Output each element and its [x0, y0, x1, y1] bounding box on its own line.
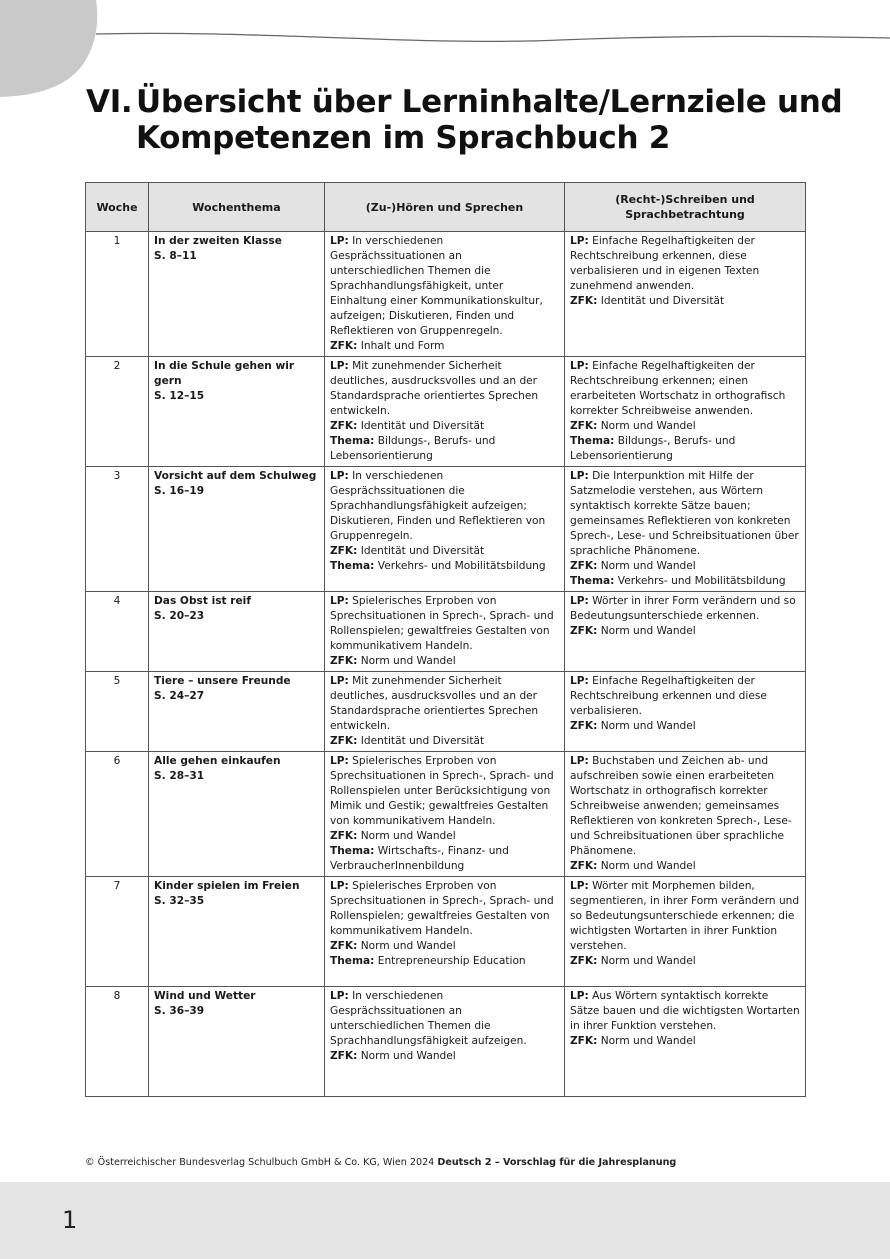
- week-topic-cell: [149, 672, 325, 752]
- entry-text: Buchstaben und Zeichen ab- und aufschreiben sowie einen erarbeiteten Wortschatz in orthografisch korrekter Schreibweise anwenden; gemeinsames Reflektieren von konkreten Sprech-, Lese- und Schreibsituationen über sprachliche Phänomene.: [570, 755, 792, 857]
- footer-subject: Deutsch 2 – Vorschlag für die Jahresplanung: [437, 1157, 677, 1168]
- writing-entry: [570, 359, 800, 419]
- writing-cell: [565, 752, 806, 877]
- overview-table: [85, 182, 806, 1097]
- footer: [85, 1157, 676, 1168]
- speaking-entry: [330, 674, 559, 734]
- title-line-2: Kompetenzen im Sprachbuch 2: [136, 120, 670, 156]
- entry-label: ZFK:: [330, 830, 358, 842]
- entry-text: In verschiedenen Gesprächssituationen die Sprachhandlungsfähigkeit aufzeigen; Diskutieren, Finden und Reflektieren von Gruppenregeln.: [330, 470, 546, 542]
- table-row: [86, 467, 806, 592]
- writing-entry: [570, 234, 800, 294]
- writing-cell: [565, 592, 806, 672]
- speaking-cell: [325, 592, 565, 672]
- title-line-1: Übersicht über Lerninhalte/Lernziele und: [136, 84, 843, 120]
- writing-entry: [570, 1034, 800, 1049]
- entry-text: Bildungs-, Berufs- und Lebensorientierung: [570, 435, 736, 462]
- writing-entry: [570, 859, 800, 874]
- speaking-entry: [330, 989, 559, 1049]
- writing-entry: [570, 594, 800, 624]
- table-row: [86, 357, 806, 467]
- entry-text: Norm und Wandel: [360, 940, 456, 952]
- speaking-cell: [325, 752, 565, 877]
- entry-text: Norm und Wandel: [600, 560, 696, 572]
- column-header-writing: (Recht-)Schreiben und Sprachbetrachtung: [565, 183, 806, 232]
- speaking-entry: [330, 734, 559, 749]
- entry-label: LP:: [570, 675, 589, 687]
- page-range: S. 12–15: [154, 390, 205, 402]
- entry-text: Norm und Wandel: [600, 720, 696, 732]
- entry-label: ZFK:: [570, 860, 598, 872]
- page-range: S. 20–23: [154, 610, 205, 622]
- table-row: [86, 752, 806, 877]
- chapter-number: VI.: [86, 84, 133, 120]
- speaking-entry: [330, 654, 559, 669]
- page-range: S. 24–27: [154, 690, 205, 702]
- week-topic: Tiere – unsere Freunde: [154, 675, 291, 687]
- table-row: [86, 877, 806, 987]
- entry-label: ZFK:: [570, 560, 598, 572]
- speaking-entry: [330, 1049, 559, 1064]
- writing-entry: [570, 719, 800, 734]
- entry-label: Thema:: [330, 560, 375, 572]
- week-number: 3: [86, 467, 149, 592]
- speaking-entry: [330, 879, 559, 939]
- page-range: S. 32–35: [154, 895, 205, 907]
- entry-text: Norm und Wandel: [360, 830, 456, 842]
- entry-label: ZFK:: [330, 340, 358, 352]
- entry-text: Norm und Wandel: [600, 860, 696, 872]
- page-range: S. 36–39: [154, 1005, 205, 1017]
- entry-text: Norm und Wandel: [600, 1035, 696, 1047]
- entry-label: LP:: [330, 755, 349, 767]
- speaking-entry: [330, 359, 559, 419]
- entry-text: Wörter mit Morphemen bilden, segmentieren, in ihrer Form verändern und so Bedeutungsunterschiede erkennen; die wichtigsten Wortarten in ihrer Funktion verstehen.: [570, 880, 800, 952]
- entry-label: ZFK:: [330, 420, 358, 432]
- entry-label: Thema:: [330, 955, 375, 967]
- entry-label: LP:: [330, 990, 349, 1002]
- week-topic: Alle gehen einkaufen: [154, 755, 281, 767]
- writing-entry: [570, 294, 800, 309]
- entry-label: ZFK:: [330, 545, 358, 557]
- week-topic: Wind und Wetter: [154, 990, 256, 1002]
- speaking-entry: [330, 829, 559, 844]
- entry-text: Mit zunehmender Sicherheit deutliches, ausdrucksvolles und an der Standardsprache orientiertes Sprechen entwickeln.: [330, 360, 539, 417]
- writing-entry: [570, 674, 800, 719]
- entry-text: Norm und Wandel: [360, 655, 456, 667]
- week-topic: Kinder spielen im Freien: [154, 880, 300, 892]
- writing-entry: [570, 559, 800, 574]
- entry-label: Thema:: [330, 845, 375, 857]
- column-header-speaking: (Zu-)Hören und Sprechen: [325, 183, 565, 232]
- entry-label: LP:: [330, 235, 349, 247]
- table-header-row: [86, 183, 806, 232]
- table-row: [86, 672, 806, 752]
- writing-entry: [570, 754, 800, 859]
- entry-label: LP:: [330, 675, 349, 687]
- speaking-entry: [330, 754, 559, 829]
- entry-label: ZFK:: [330, 940, 358, 952]
- week-number: 7: [86, 877, 149, 987]
- entry-text: Einfache Regelhaftigkeiten der Rechtschreibung erkennen; einen erarbeiteten Wortschatz in orthografisch korrekter Schreibweise anwenden.: [570, 360, 786, 417]
- speaking-entry: [330, 234, 559, 339]
- week-topic-cell: [149, 592, 325, 672]
- column-header-week: Woche: [86, 183, 149, 232]
- entry-text: Die Interpunktion mit Hilfe der Satzmelodie verstehen, aus Wörtern syntaktisch korrekte Sätze bauen; gemeinsames Reflektieren von konkreten Sprech-, Lese- und Schreibsituationen über sprachliche Phänomene.: [570, 470, 799, 557]
- entry-label: ZFK:: [570, 720, 598, 732]
- writing-cell: [565, 877, 806, 987]
- entry-label: Thema:: [570, 435, 615, 447]
- entry-text: Identität und Diversität: [360, 545, 485, 557]
- writing-entry: [570, 954, 800, 969]
- entry-label: ZFK:: [330, 735, 358, 747]
- page-range: S. 8–11: [154, 250, 197, 262]
- week-topic: Das Obst ist reif: [154, 595, 251, 607]
- entry-text: In verschiedenen Gesprächssituationen an unterschiedlichen Themen die Sprachhandlungsfähigkeit, unter Einhaltung einer Kommunikationskultur, aufzeigen; Diskutieren, Finden und Reflektieren von Gruppenregeln.: [330, 235, 543, 337]
- speaking-cell: [325, 467, 565, 592]
- entry-text: Inhalt und Form: [360, 340, 445, 352]
- entry-text: Verkehrs- und Mobilitätsbildung: [377, 560, 546, 572]
- speaking-entry: [330, 939, 559, 954]
- speaking-entry: [330, 469, 559, 544]
- week-topic: In die Schule gehen wir gern: [154, 360, 295, 387]
- entry-text: Wirtschafts-, Finanz- und VerbraucherInnenbildung: [330, 845, 509, 872]
- speaking-entry: [330, 419, 559, 434]
- speaking-entry: [330, 339, 559, 354]
- page-range: S. 28–31: [154, 770, 205, 782]
- writing-entry: [570, 434, 800, 464]
- entry-text: Verkehrs- und Mobilitätsbildung: [617, 575, 786, 587]
- writing-entry: [570, 574, 800, 589]
- table-row: [86, 987, 806, 1097]
- entry-text: Identität und Diversität: [360, 420, 485, 432]
- week-number: 8: [86, 987, 149, 1097]
- week-number: 5: [86, 672, 149, 752]
- entry-text: Norm und Wandel: [600, 625, 696, 637]
- writing-cell: [565, 987, 806, 1097]
- writing-cell: [565, 357, 806, 467]
- week-topic-cell: [149, 232, 325, 357]
- entry-text: Einfache Regelhaftigkeiten der Rechtschreibung erkennen und diese verbalisieren.: [570, 675, 767, 717]
- entry-label: ZFK:: [330, 1050, 358, 1062]
- speaking-cell: [325, 987, 565, 1097]
- entry-text: Norm und Wandel: [600, 420, 696, 432]
- column-header-topic: Wochenthema: [149, 183, 325, 232]
- writing-cell: [565, 232, 806, 357]
- speaking-cell: [325, 357, 565, 467]
- entry-text: Einfache Regelhaftigkeiten der Rechtschreibung erkennen, diese verbalisieren und in eigenen Texten zunehmend anwenden.: [570, 235, 760, 292]
- entry-label: ZFK:: [570, 955, 598, 967]
- entry-label: LP:: [570, 755, 589, 767]
- speaking-cell: [325, 672, 565, 752]
- week-topic-cell: [149, 987, 325, 1097]
- header-wave-line: [96, 33, 890, 41]
- page-title: [86, 84, 842, 156]
- week-topic: Vorsicht auf dem Schulweg: [154, 470, 317, 482]
- entry-text: Aus Wörtern syntaktisch korrekte Sätze bauen und die wichtigsten Wortarten in ihrer Funktion verstehen.: [570, 990, 800, 1032]
- week-number: 6: [86, 752, 149, 877]
- writing-entry: [570, 989, 800, 1034]
- week-topic: In der zweiten Klasse: [154, 235, 282, 247]
- speaking-cell: [325, 232, 565, 357]
- entry-label: Thema:: [570, 575, 615, 587]
- speaking-entry: [330, 844, 559, 874]
- entry-text: Identität und Diversität: [360, 735, 485, 747]
- speaking-entry: [330, 544, 559, 559]
- entry-label: ZFK:: [570, 295, 598, 307]
- entry-label: Thema:: [330, 435, 375, 447]
- entry-text: Spielerisches Erproben von Sprechsituationen in Sprech-, Sprach- und Rollenspielen; gewaltfreies Gestalten von kommunikativem Handeln.: [330, 880, 554, 937]
- speaking-cell: [325, 877, 565, 987]
- entry-text: Norm und Wandel: [360, 1050, 456, 1062]
- entry-label: ZFK:: [330, 655, 358, 667]
- entry-text: In verschiedenen Gesprächssituationen an unterschiedlichen Themen die Sprachhandlungsfähigkeit aufzeigen.: [330, 990, 527, 1047]
- entry-text: Identität und Diversität: [600, 295, 725, 307]
- entry-label: LP:: [330, 880, 349, 892]
- entry-label: ZFK:: [570, 1035, 598, 1047]
- writing-entry: [570, 624, 800, 639]
- corner-blob: [0, 0, 97, 97]
- entry-text: Bildungs-, Berufs- und Lebensorientierung: [330, 435, 496, 462]
- writing-entry: [570, 469, 800, 559]
- week-topic-cell: [149, 752, 325, 877]
- table-row: [86, 232, 806, 357]
- entry-text: Spielerisches Erproben von Sprechsituationen in Sprech-, Sprach- und Rollenspielen; gewaltfreies Gestalten von kommunikativem Handeln.: [330, 595, 554, 652]
- week-topic-cell: [149, 877, 325, 987]
- entry-label: LP:: [570, 470, 589, 482]
- entry-label: LP:: [570, 595, 589, 607]
- week-topic-cell: [149, 467, 325, 592]
- page-number: 1: [62, 1206, 78, 1234]
- entry-label: LP:: [570, 880, 589, 892]
- speaking-entry: [330, 559, 559, 574]
- bottom-bar: [0, 1182, 890, 1259]
- writing-entry: [570, 419, 800, 434]
- entry-text: Spielerisches Erproben von Sprechsituationen in Sprech-, Sprach- und Rollenspielen unter Berücksichtigung von Mimik und Gestik; gewaltfreies Gestalten von kommunikativem Handeln.: [330, 755, 554, 827]
- speaking-entry: [330, 594, 559, 654]
- writing-cell: [565, 467, 806, 592]
- entry-label: LP:: [570, 990, 589, 1002]
- writing-entry: [570, 879, 800, 954]
- week-number: 4: [86, 592, 149, 672]
- entry-label: LP:: [330, 360, 349, 372]
- copyright-text: © Österreichischer Bundesverlag Schulbuch GmbH & Co. KG, Wien 2024: [85, 1157, 435, 1168]
- entry-label: LP:: [570, 235, 589, 247]
- entry-text: Wörter in ihrer Form verändern und so Bedeutungsunterschiede erkennen.: [570, 595, 796, 622]
- week-topic-cell: [149, 357, 325, 467]
- table-row: [86, 592, 806, 672]
- entry-label: LP:: [570, 360, 589, 372]
- speaking-entry: [330, 954, 559, 969]
- entry-text: Norm und Wandel: [600, 955, 696, 967]
- page-range: S. 16–19: [154, 485, 205, 497]
- week-number: 2: [86, 357, 149, 467]
- entry-label: LP:: [330, 470, 349, 482]
- entry-label: ZFK:: [570, 625, 598, 637]
- entry-text: Entrepreneurship Education: [377, 955, 526, 967]
- entry-text: Mit zunehmender Sicherheit deutliches, ausdrucksvolles und an der Standardsprache orientiertes Sprechen entwickeln.: [330, 675, 539, 732]
- speaking-entry: [330, 434, 559, 464]
- entry-label: LP:: [330, 595, 349, 607]
- writing-cell: [565, 672, 806, 752]
- entry-label: ZFK:: [570, 420, 598, 432]
- week-number: 1: [86, 232, 149, 357]
